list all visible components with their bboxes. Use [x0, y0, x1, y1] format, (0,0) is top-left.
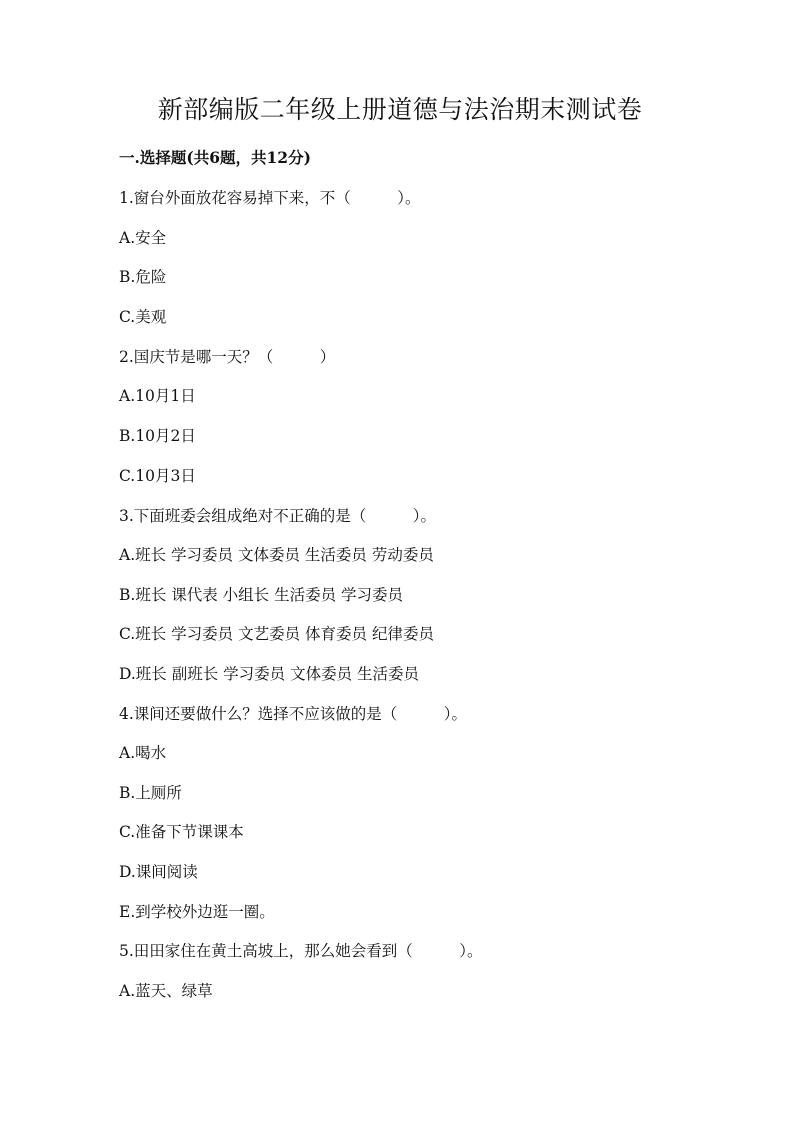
question-4-option-e: E.到学校外边逛一圈。	[119, 903, 275, 921]
question-4-option-c: C.准备下节课课本	[119, 823, 244, 841]
section-heading: 一.选择题(共6题，共12分)	[119, 148, 311, 167]
question-4-option-d: D.课间阅读	[119, 863, 198, 881]
question-2-option-b: B.10月2日	[119, 427, 196, 445]
question-4-option-b: B.上厕所	[119, 784, 182, 802]
question-2-option-a: A.10月1日	[119, 387, 196, 405]
question-3-option-d: D.班长 副班长 学习委员 文体委员 生活委员	[119, 665, 420, 683]
question-5-stem: 5.田田家住在黄土高坡上，那么她会看到（ ）。	[119, 942, 483, 960]
question-3-option-b: B.班长 课代表 小组长 生活委员 学习委员	[119, 586, 404, 604]
question-3-option-c: C.班长 学习委员 文艺委员 体育委员 纪律委员	[119, 625, 434, 643]
question-1-option-c: C.美观	[119, 308, 167, 326]
question-1-stem: 1.窗台外面放花容易掉下来，不（ ）。	[119, 189, 421, 207]
question-1-option-b: B.危险	[119, 268, 167, 286]
question-5-option-a: A.蓝天、绿草	[119, 982, 213, 1000]
page-title: 新部编版二年级上册道德与法治期末测试卷	[157, 95, 643, 124]
question-4-stem: 4.课间还要做什么？选择不应该做的是（ ）。	[119, 705, 468, 723]
question-4-option-a: A.喝水	[119, 744, 167, 762]
question-3-option-a: A.班长 学习委员 文体委员 生活委员 劳动委员	[119, 546, 434, 564]
question-3-stem: 3.下面班委会组成绝对不正确的是（ ）。	[119, 507, 437, 525]
question-2-stem: 2.国庆节是哪一天？（ ）	[119, 348, 336, 366]
question-1-option-a: A.安全	[119, 229, 167, 247]
question-2-option-c: C.10月3日	[119, 467, 196, 485]
